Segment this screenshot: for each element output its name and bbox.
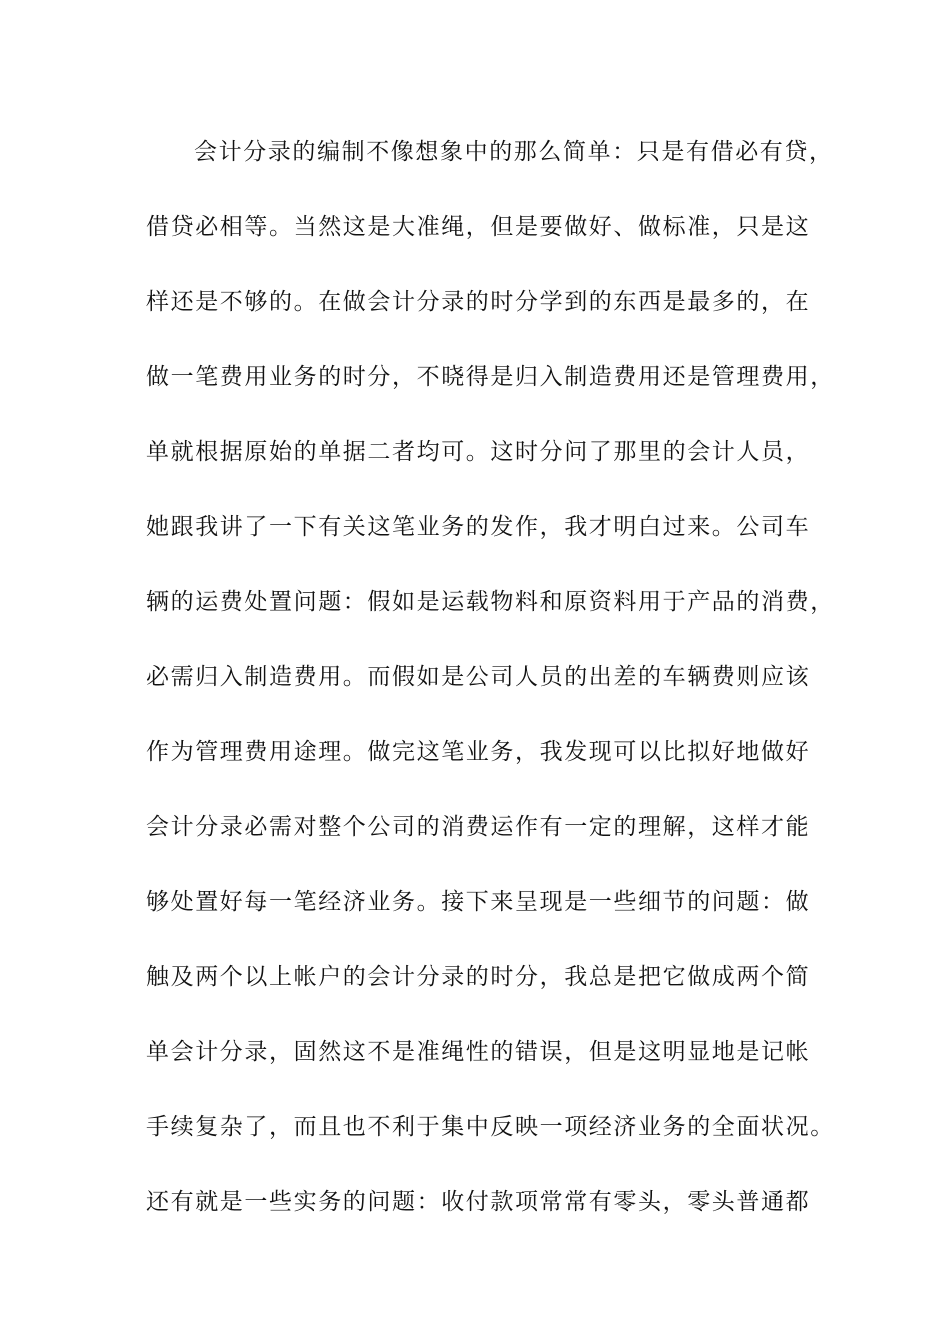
paragraph-line-13: 单会计分录，固然这不是准绳性的错误，但是这明显地是记帐 <box>146 1039 811 1065</box>
paragraph-line-9: 作为管理费用途理。做完这笔业务，我发现可以比拟好地做好 <box>146 739 811 765</box>
paragraph-line-10: 会计分录必需对整个公司的消费运作有一定的理解，这样才能 <box>146 814 811 840</box>
paragraph-line-8: 必需归入制造费用。而假如是公司人员的出差的车辆费则应该 <box>146 664 811 690</box>
paragraph-line-1: 会计分录的编制不像想象中的那么简单：只是有借必有贷， <box>194 139 834 165</box>
paragraph-line-2: 借贷必相等。当然这是大准绳，但是要做好、做标准，只是这 <box>146 214 811 240</box>
paragraph-line-14: 手续复杂了，而且也不利于集中反映一项经济业务的全面状况。 <box>146 1114 835 1140</box>
paragraph-line-15: 还有就是一些实务的问题：收付款项常常有零头，零头普通都 <box>146 1189 811 1215</box>
paragraph-line-11: 够处置好每一笔经济业务。接下来呈现是一些细节的问题：做 <box>146 889 811 915</box>
paragraph-line-5: 单就根据原始的单据二者均可。这时分问了那里的会计人员， <box>146 439 811 465</box>
paragraph-line-3: 样还是不够的。在做会计分录的时分学到的东西是最多的，在 <box>146 289 811 315</box>
paragraph-line-12: 触及两个以上帐户的会计分录的时分，我总是把它做成两个简 <box>146 964 811 990</box>
body-paragraph <box>146 126 836 1251</box>
paragraph-line-7: 辆的运费处置问题：假如是运载物料和原资料用于产品的消费， <box>146 589 835 615</box>
paragraph-line-4: 做一笔费用业务的时分，不晓得是归入制造费用还是管理费用， <box>146 364 835 390</box>
paragraph-line-6: 她跟我讲了一下有关这笔业务的发作，我才明白过来。公司车 <box>146 514 811 540</box>
